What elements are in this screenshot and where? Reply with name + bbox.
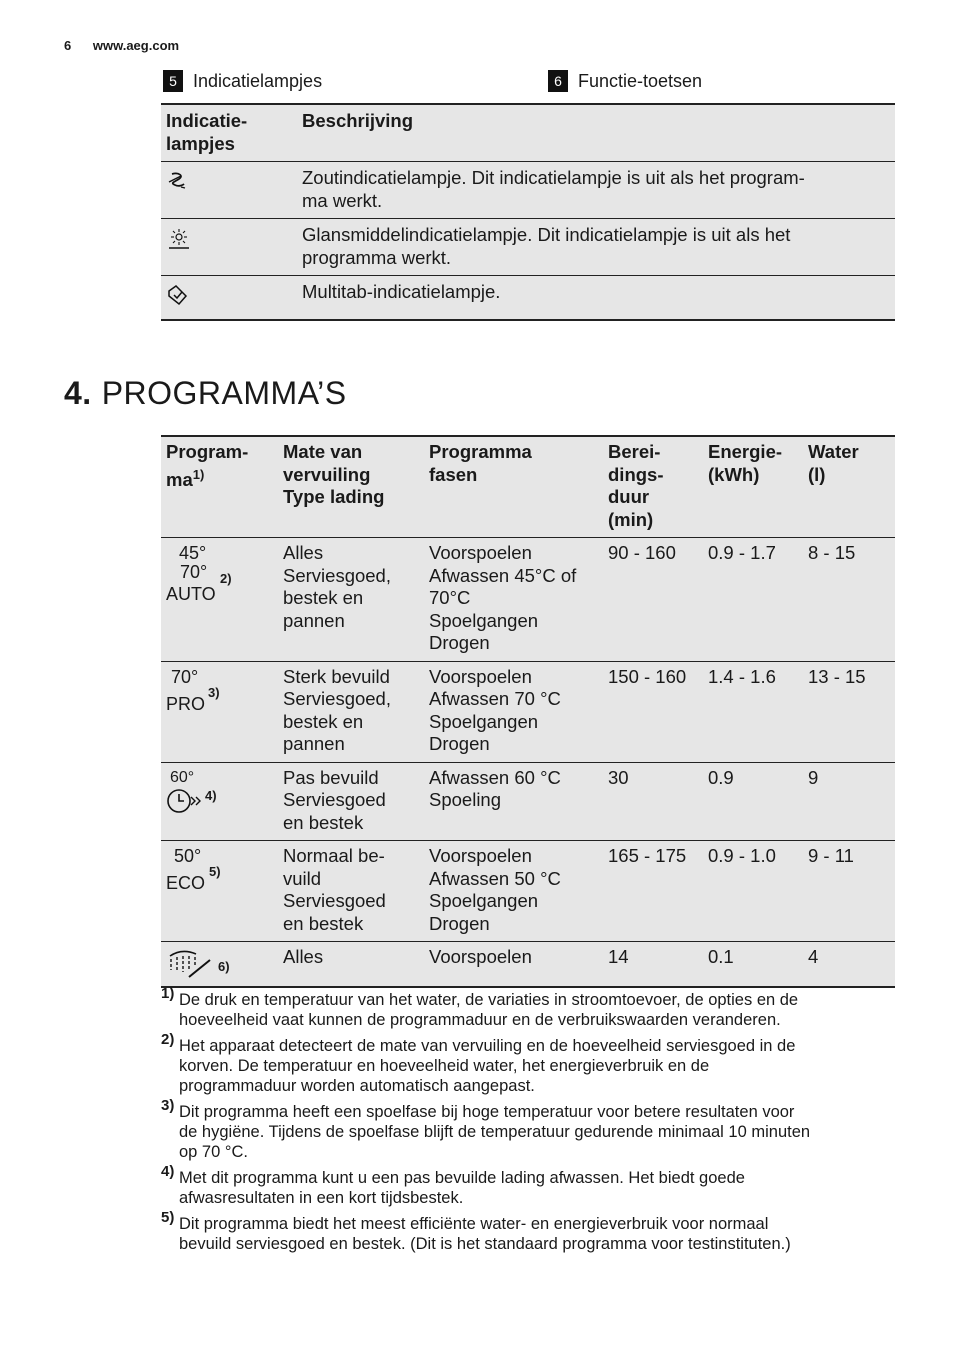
lamp-icon-cell — [161, 276, 297, 320]
symbol-temp-70: 70° — [171, 666, 199, 687]
legend-label: Indicatielampjes — [193, 70, 323, 91]
column-header-phases: Programma fasen — [429, 441, 532, 485]
indicator-lamps-table — [161, 103, 895, 321]
energy: 0.1 — [708, 946, 734, 967]
table-header-row — [161, 436, 895, 538]
column-header-programme — [161, 436, 278, 538]
programme-phases: Afwassen 60 °C Spoeling — [429, 766, 561, 810]
energy: 0.9 - 1.7 — [708, 542, 776, 563]
footnote-ref: 5) — [209, 864, 221, 879]
programme-symbol-cell — [161, 661, 278, 762]
legend-item-indicators — [163, 70, 322, 92]
column-header-energy: Energie- (kWh) — [708, 441, 783, 485]
rinse-aid-indicator-icon — [166, 226, 192, 252]
eco-programme-icon — [166, 845, 273, 893]
programme-symbol-cell — [161, 942, 278, 988]
programme-symbol-cell — [161, 841, 278, 942]
lamp-icon-cell — [161, 162, 297, 219]
footnote-ref: 4) — [205, 787, 217, 803]
legend-number-badge: 5 — [163, 70, 183, 92]
programme-symbol-cell — [161, 538, 278, 662]
section-number: 4. — [64, 375, 92, 411]
symbol-label-pro: PRO — [166, 693, 206, 714]
soil-level: Normaal be- vuild Serviesgoed en bestek — [283, 845, 386, 934]
table-row — [161, 219, 895, 276]
table-row — [161, 162, 895, 219]
duration: 165 - 175 — [608, 845, 687, 866]
legend-label: Functie-toetsen — [578, 70, 703, 91]
footnotes — [161, 985, 895, 1260]
column-header-description: Beschrijving — [302, 110, 414, 131]
table-header-row — [161, 104, 895, 162]
table-row — [161, 762, 895, 841]
legend-item-function-buttons — [548, 70, 702, 92]
footnote-text: Het apparaat detecteert de mate van vervuiling en de hoeveelheid serviesgoed in de korven. De temperatuur en hoeveelheid water, het energieverbruik en de programmaduur worden automatisch aangepast. — [179, 1037, 796, 1095]
table-row — [161, 942, 895, 988]
water: 4 — [808, 946, 819, 967]
water: 9 — [808, 766, 819, 788]
control-panel-legend — [163, 70, 895, 98]
page-header — [64, 38, 179, 53]
legend-number-badge: 6 — [548, 70, 568, 92]
energy: 1.4 - 1.6 — [708, 665, 776, 687]
duration: 30 — [608, 766, 629, 788]
quick-clock-icon — [166, 787, 204, 815]
symbol-temp-45: 45° — [179, 543, 207, 563]
footnote-mark: 4) — [161, 1163, 175, 1180]
column-header-duration: Berei- dings- duur (min) — [608, 441, 664, 530]
symbol-temp-50: 50° — [174, 846, 202, 866]
pro-programme-icon — [166, 666, 273, 714]
footnote-mark: 1) — [161, 985, 175, 1002]
duration: 14 — [608, 946, 629, 967]
footnote-ref: 1) — [192, 466, 205, 482]
website-url[interactable]: www.aeg.com — [92, 38, 180, 53]
footnote-text: Met dit programma kunt u een pas bevuilde lading afwassen. Het biedt goede afwasresultaten in een kort tijdsbestek. — [179, 1169, 745, 1207]
table-row — [161, 661, 895, 762]
column-header-soil-level: Mate van vervuiling Type lading — [283, 441, 385, 507]
prerinse-icon — [166, 946, 216, 980]
prerinse-programme-icon — [166, 946, 273, 980]
salt-indicator-icon — [166, 169, 190, 193]
programme-phases: Voorspoelen Afwassen 70 °C Spoelgangen Drogen — [429, 665, 561, 754]
footnote-ref: 6) — [218, 959, 230, 974]
symbol-label-auto: AUTO — [166, 584, 216, 604]
programme-phases: Voorspoelen — [429, 946, 532, 967]
column-header-programme-text: Program- ma — [166, 441, 249, 490]
footnote-mark: 2) — [161, 1031, 175, 1048]
soil-level: Alles — [283, 946, 324, 967]
table-row — [161, 841, 895, 942]
column-header-water: Water (l) — [808, 441, 859, 485]
lamp-icon-cell — [161, 219, 297, 276]
footnote-ref: 3) — [208, 684, 220, 700]
table-row — [161, 538, 895, 662]
programme-phases: Voorspoelen Afwassen 50 °C Spoelgangen Drogen — [429, 845, 561, 934]
section-heading — [64, 375, 347, 412]
soil-level: Alles Serviesgoed, bestek en pannen — [283, 542, 391, 631]
duration: 90 - 160 — [608, 542, 676, 563]
table-row — [161, 276, 895, 320]
footnote-mark: 3) — [161, 1097, 175, 1114]
footnote-text: De druk en temperatuur van het water, de variaties in stroomtoevoer, de opties en de hoeveelheid vaat kunnen de programmaduur en de verbruikswaarden veranderen. — [179, 991, 799, 1029]
footnote — [161, 1209, 895, 1254]
footnote-mark: 5) — [161, 1209, 175, 1226]
water: 13 - 15 — [808, 665, 866, 687]
footnote-text: Dit programma heeft een spoelfase bij hoge temperatuur voor betere resultaten voor de hygiëne. Tijdens de spoelfase blijft de temperatuur gedurende minimaal 10 minuten op 70 °C. — [179, 1103, 811, 1161]
energy: 0.9 - 1.0 — [708, 845, 776, 866]
symbol-temp-70: 70° — [180, 562, 208, 582]
symbol-temp-60: 60° — [170, 768, 195, 786]
column-header-indicators: Indicatie- lampjes — [166, 110, 248, 154]
auto-programme-icon — [166, 542, 273, 602]
lamp-description: Zoutindicatielampje. Dit indicatielampje is uit als het program- ma werkt. — [302, 167, 805, 211]
footnote — [161, 1097, 895, 1162]
symbol-label-eco: ECO — [166, 873, 206, 893]
footnote-text: Dit programma biedt het meest efficiënte water- en energieverbruik voor normaal bevuild serviesgoed en bestek. (Dit is het standaard programma voor testinstituten.) — [179, 1215, 791, 1253]
water: 8 - 15 — [808, 542, 856, 563]
soil-level: Sterk bevuild Serviesgoed, bestek en pannen — [283, 665, 391, 754]
energy: 0.9 — [708, 766, 734, 788]
soil-level: Pas bevuild Serviesgoed en bestek — [283, 766, 386, 833]
lamp-description: Glansmiddelindicatielampje. Dit indicatielampje is uit als het programma werkt. — [302, 224, 791, 268]
footnote — [161, 1163, 895, 1208]
section-title: PROGRAMMA’S — [101, 375, 347, 411]
footnote — [161, 1031, 895, 1096]
programmes-table — [161, 435, 895, 988]
page-number: 6 — [64, 38, 72, 53]
programme-symbol-cell — [161, 762, 278, 841]
multitab-indicator-icon — [166, 283, 190, 307]
programme-phases: Voorspoelen Afwassen 45°C of 70°C Spoelgangen Drogen — [429, 542, 577, 653]
water: 9 - 11 — [808, 845, 854, 866]
footnote — [161, 985, 895, 1030]
duration: 150 - 160 — [608, 665, 687, 687]
lamp-description: Multitab-indicatielampje. — [302, 281, 501, 302]
footnote-ref: 2) — [220, 571, 232, 586]
quick-programme-icon — [166, 767, 273, 817]
